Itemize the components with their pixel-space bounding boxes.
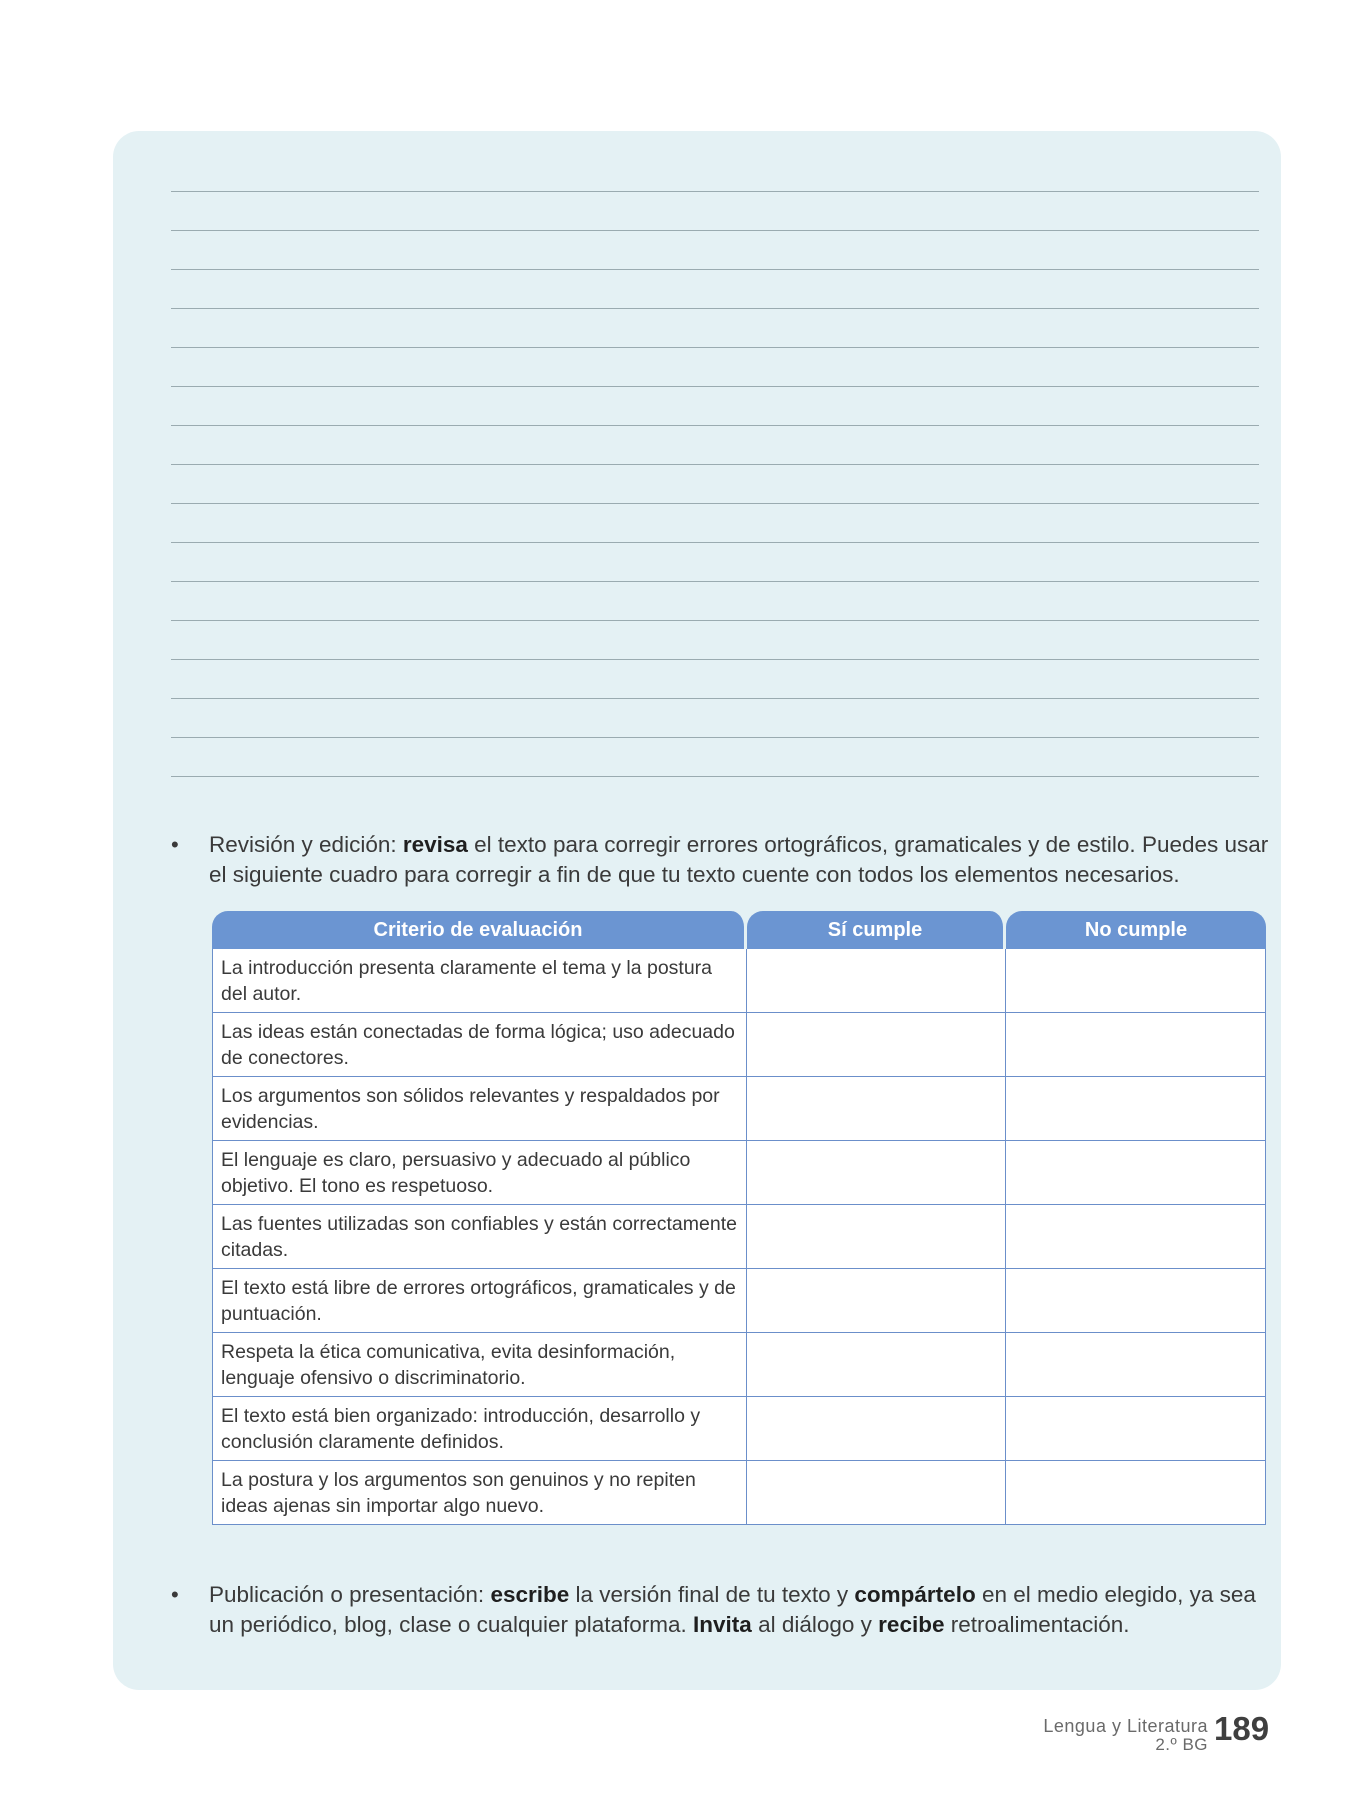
no-cell[interactable]	[1006, 1397, 1266, 1461]
criterion-cell: Las ideas están conectadas de forma lógica; uso adecuado de conectores.	[212, 1013, 747, 1077]
no-cell[interactable]	[1006, 1141, 1266, 1205]
footer-grade: 2.º BG	[1155, 1735, 1208, 1754]
writing-line[interactable]	[171, 347, 1259, 348]
no-cell[interactable]	[1006, 1077, 1266, 1141]
no-cell[interactable]	[1006, 1269, 1266, 1333]
bullet-icon: •	[171, 1582, 179, 1607]
yes-cell[interactable]	[747, 1141, 1006, 1205]
table-row	[212, 1141, 1266, 1205]
yes-cell[interactable]	[747, 1269, 1006, 1333]
criterion-cell: La postura y los argumentos son genuinos y no repiten ideas ajenas sin importar algo nuevo.	[212, 1461, 747, 1525]
table-row	[212, 1269, 1266, 1333]
yes-cell[interactable]	[747, 1333, 1006, 1397]
criterion-cell: El lenguaje es claro, persuasivo y adecuado al público objetivo. El tono es respetuoso.	[212, 1141, 747, 1205]
publication-instruction: • Publicación o presentación: escribe la versión final de tu texto y compártelo en el medio elegido, ya sea un periódico, blog, clase o cualquier plataforma. Invita al diálogo y recibe retroalimentación.	[171, 1580, 1271, 1640]
criterion-cell: Los argumentos son sólidos relevantes y respaldados por evidencias.	[212, 1077, 747, 1141]
page-number: 189	[1214, 1710, 1270, 1747]
writing-line[interactable]	[171, 659, 1259, 660]
writing-line[interactable]	[171, 542, 1259, 543]
criterion-cell: Las fuentes utilizadas son confiables y están correctamente citadas.	[212, 1205, 747, 1269]
criterion-cell: El texto está libre de errores ortográficos, gramaticales y de puntuación.	[212, 1269, 747, 1333]
yes-cell[interactable]	[747, 949, 1006, 1013]
evaluation-table	[212, 911, 1266, 1525]
table-row	[212, 1013, 1266, 1077]
criterion-cell: La introducción presenta claramente el tema y la postura del autor.	[212, 949, 747, 1013]
table-row	[212, 949, 1266, 1013]
table-row	[212, 1205, 1266, 1269]
writing-line[interactable]	[171, 503, 1259, 504]
writing-line[interactable]	[171, 620, 1259, 621]
header-yes: Sí cumple	[747, 911, 1006, 949]
writing-line[interactable]	[171, 386, 1259, 387]
revision-instruction: • Revisión y edición: revisa el texto para corregir errores ortográficos, gramaticales y de estilo. Puedes usar el siguiente cuadro para corregir a fin de que tu texto cuente con todos los elementos necesarios.	[171, 830, 1271, 890]
table-row	[212, 1397, 1266, 1461]
writing-line[interactable]	[171, 308, 1259, 309]
yes-cell[interactable]	[747, 1077, 1006, 1141]
criterion-cell: El texto está bien organizado: introducción, desarrollo y conclusión claramente definidos.	[212, 1397, 747, 1461]
writing-line[interactable]	[171, 191, 1259, 192]
writing-line[interactable]	[171, 698, 1259, 699]
no-cell[interactable]	[1006, 1333, 1266, 1397]
table-row	[212, 1461, 1266, 1525]
criterion-cell: Respeta la ética comunicativa, evita desinformación, lenguaje ofensivo o discriminatorio.	[212, 1333, 747, 1397]
no-cell[interactable]	[1006, 1013, 1266, 1077]
no-cell[interactable]	[1006, 1461, 1266, 1525]
no-cell[interactable]	[1006, 1205, 1266, 1269]
writing-line[interactable]	[171, 464, 1259, 465]
activity-panel	[113, 131, 1281, 1690]
writing-line[interactable]	[171, 230, 1259, 231]
yes-cell[interactable]	[747, 1397, 1006, 1461]
header-criterion: Criterio de evaluación	[212, 911, 747, 949]
table-row	[212, 1077, 1266, 1141]
writing-line[interactable]	[171, 269, 1259, 270]
yes-cell[interactable]	[747, 1013, 1006, 1077]
writing-line[interactable]	[171, 737, 1259, 738]
revision-verb: revisa	[402, 832, 468, 857]
writing-line[interactable]	[171, 581, 1259, 582]
writing-lines	[171, 191, 1259, 815]
yes-cell[interactable]	[747, 1461, 1006, 1525]
bullet-icon: •	[171, 832, 179, 857]
writing-line[interactable]	[171, 776, 1259, 777]
footer-subject: Lengua y Literatura	[1043, 1716, 1208, 1736]
header-no: No cumple	[1006, 911, 1266, 949]
writing-line[interactable]	[171, 425, 1259, 426]
yes-cell[interactable]	[747, 1205, 1006, 1269]
no-cell[interactable]	[1006, 949, 1266, 1013]
table-row	[212, 1333, 1266, 1397]
